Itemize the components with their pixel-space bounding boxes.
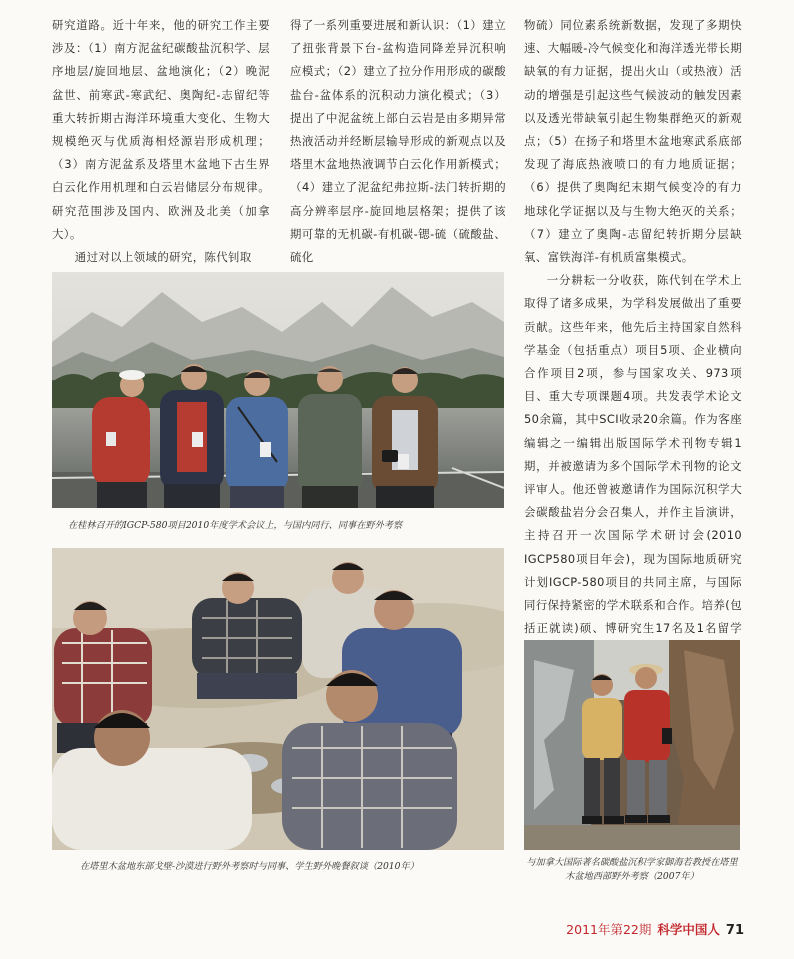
magazine-name: 科学中国人 (657, 922, 720, 937)
body-paragraph: 通过对以上领域的研究，陈代钊取 (74, 250, 252, 265)
photo-caption: 在桂林召开的IGCP-580项目2010年度学术会议上，与国内同行、同事在野外考察 (68, 520, 403, 531)
photo-desert-dinner (52, 548, 504, 850)
page-number: 71 (725, 923, 744, 938)
photo-two-geologists-image (524, 640, 740, 850)
body-paragraph: 物硫）同位素系统新数据，发现了多期快速、大幅暖-冷气候变化和海洋透光带长期缺氧的有力证据，提出火山（或热液）活动的增强是引起这些气候波动的触发因素以及透光带缺氧引起生物集群绝灭的新观点；（5）在扬子和塔里木盆地寒武系底部发现了海底热液喷口的有力地质证据；（6）提供了奥陶纪末期气候变冷的有力地球化学证据以及与生物大绝灭的关系；（7）建立了奥陶-志留纪转折期分层缺氧、富铁海洋-有机质富集模式。 (524, 18, 742, 265)
text-column-3 (524, 14, 742, 664)
page-footer (560, 920, 744, 938)
photo-group-river-image (52, 272, 504, 508)
body-paragraph: 得了一系列重要进展和新认识：（1）建立了扭张背景下台-盆构造同降差异沉积响应模式；（2）建立了拉分作用形成的碳酸盐台-盆体系的沉积动力演化模式；（3）提出了中泥盆统上部白云岩是由多期异常热液活动并经断层输导形成的新观点以及塔里木盆地热液调节白云化作用新模式；（4）建立了泥盆纪弗拉斯-法门转折期的高分辨率层序-旋回地层格架；提供了该期可靠的无机碳-有机碳-锶-硫（硫酸盐、硫化 (290, 18, 506, 265)
body-text: 一分耕耘一分收获，陈代钊在学术上取得了诸多成果，为学科发展做出了重要贡献。这些年来，他先后主持国家自然科学基金（包括重点）项目5项、企业横向合作项目2项，参与国家攻关、973项目、重大专项课题4项。共发表学术论文50余篇，其中SCI收录20余篇。作为客座编辑之一编辑出版国际学术刊物专辑1期，并被邀请为多个国际学术刊物的论文评审人。他还曾被邀请作为国际沉积学大会碳酸盐岩分会召集人，并作主旨演讲，主持召开一次国际学术研讨会(2010 IGCP580项目年会)，现为国际地质研究计划IGCP-580项目的共同主席，与国际同行保持紧密的学术联系和合作。培养(包括正就读)硕、博研究生17名及1名留学 (524, 273, 742, 636)
photo-two-geologists (524, 640, 740, 850)
photo-caption: 与加拿大国际著名碳酸盐沉积学家御海若教授在塔里木盆地西部野外考察（2007年） (526, 857, 738, 882)
photo-desert-dinner-image (52, 548, 504, 850)
body-paragraph (524, 269, 742, 663)
photo-group-river (52, 272, 504, 508)
issue-label: 2011年第22期 (566, 922, 652, 937)
photo-caption: 在塔里木盆地东部戈壁-沙漠进行野外考察时与同事、学生野外晚餐叙谈（2010年） (80, 861, 419, 872)
text-column-1 (52, 14, 270, 269)
body-paragraph: 研究道路。近十年来，他的研究工作主要涉及：（1）南方泥盆纪碳酸盐沉积学、层序地层/旋回地层、盆地演化；（2）晚泥盆世、前寒武-寒武纪、奥陶纪-志留纪等重大转折期古海洋环境重大变化、生物大规模绝灭与优质海相烃源岩形成机理；（3）南方泥盆系及塔里木盆地下古生界白云化作用机理和白云岩储层分布规律。研究范围涉及国内、欧洲及北美（加拿大）。 (52, 18, 270, 241)
text-column-2 (290, 14, 506, 269)
